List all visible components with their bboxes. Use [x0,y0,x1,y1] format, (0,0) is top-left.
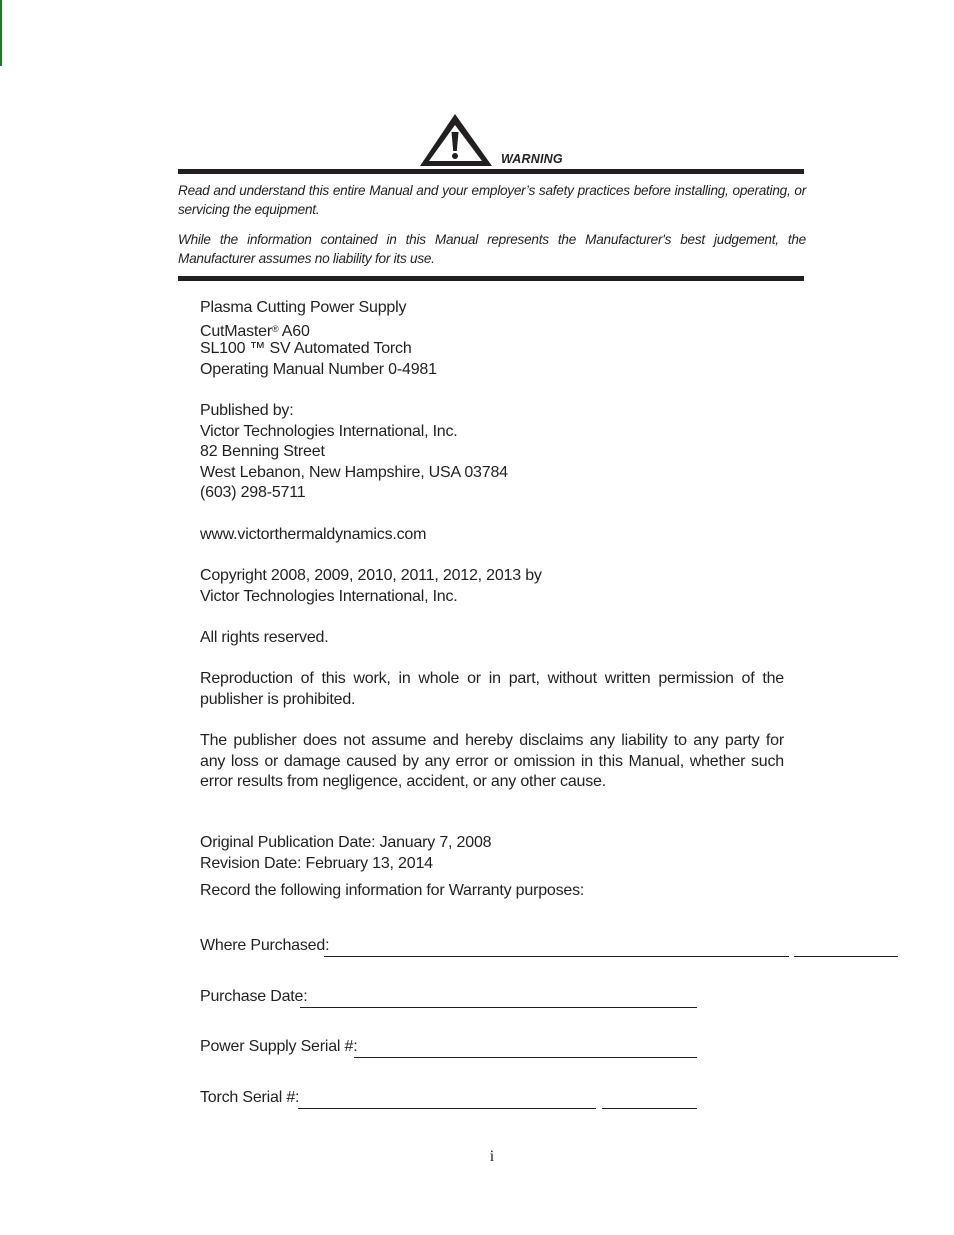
page-edge-marker [0,0,2,66]
power-supply-serial-blank[interactable] [354,1057,697,1058]
purchase-date-blank[interactable] [300,1007,697,1008]
copyright-line-1: Copyright 2008, 2009, 2010, 2011, 2012, 2013 by [200,567,542,584]
power-supply-serial-field[interactable] [200,1038,700,1060]
torch-serial-blank-extra[interactable] [602,1108,697,1109]
product-info [200,298,784,380]
warning-triangle-icon [418,112,494,168]
warning-title: WARNING [501,152,563,166]
publisher-phone: (603) 298-5711 [200,484,306,502]
warning-paragraph-2: While the information contained in this Manual represents the Manufacturer's best judgement, the Manufacturer assumes no liability for its use. [178,232,806,266]
warranty-record-intro: Record the following information for Warranty purposes: [200,882,585,899]
purchase-date-label: Purchase Date: [200,988,308,1005]
rights-reserved: All rights reserved. [200,629,329,646]
publisher-name: Victor Technologies International, Inc. [200,422,458,440]
where-purchased-blank[interactable] [324,956,789,957]
where-purchased-label: Where Purchased: [200,937,330,954]
torch-model: SL100 ™ SV Automated Torch [200,340,412,358]
copyright-block [200,566,784,607]
publication-dates [200,833,784,874]
disclaimer-notice: The publisher does not assume and hereby disclaims any liability to any party for any loss or damage caused by any error or omission in this Manual, whether such error results from negligence, accident, or any other cause. [200,732,784,791]
copyright-line-2: Victor Technologies International, Inc. [200,587,458,605]
torch-serial-field[interactable] [200,1089,700,1111]
product-model: CutMaster® A60 [200,322,310,340]
revision-date: Revision Date: February 13, 2014 [200,854,433,872]
where-purchased-blank-extra[interactable] [794,956,898,957]
publisher-street: 82 Benning Street [200,443,325,461]
manual-number: Operating Manual Number 0-4981 [200,360,437,378]
publisher-city: West Lebanon, New Hampshire, USA 03784 [200,463,508,481]
torch-serial-blank[interactable] [298,1108,596,1109]
warning-top-rule [178,169,804,174]
product-type: Plasma Cutting Power Supply [200,299,407,316]
reproduction-notice: Reproduction of this work, in whole or in part, without written permission of the publisher is prohibited. [200,670,784,708]
published-by-label: Published by: [200,402,294,419]
warning-bottom-rule [178,276,804,281]
warning-paragraph-1: Read and understand this entire Manual and your employer’s safety practices before installing, operating, or servicing the equipment. [178,183,806,217]
purchase-date-field[interactable] [200,988,700,1010]
publisher-info [200,401,784,504]
where-purchased-field[interactable] [200,937,700,959]
original-publication-date: Original Publication Date: January 7, 2008 [200,834,492,851]
warning-header [418,112,578,168]
registered-mark: ® [272,323,279,334]
page-number: i [489,1148,495,1165]
website-link[interactable]: www.victorthermaldynamics.com [200,526,427,543]
torch-serial-label: Torch Serial #: [200,1089,300,1106]
power-supply-serial-label: Power Supply Serial #: [200,1038,358,1055]
